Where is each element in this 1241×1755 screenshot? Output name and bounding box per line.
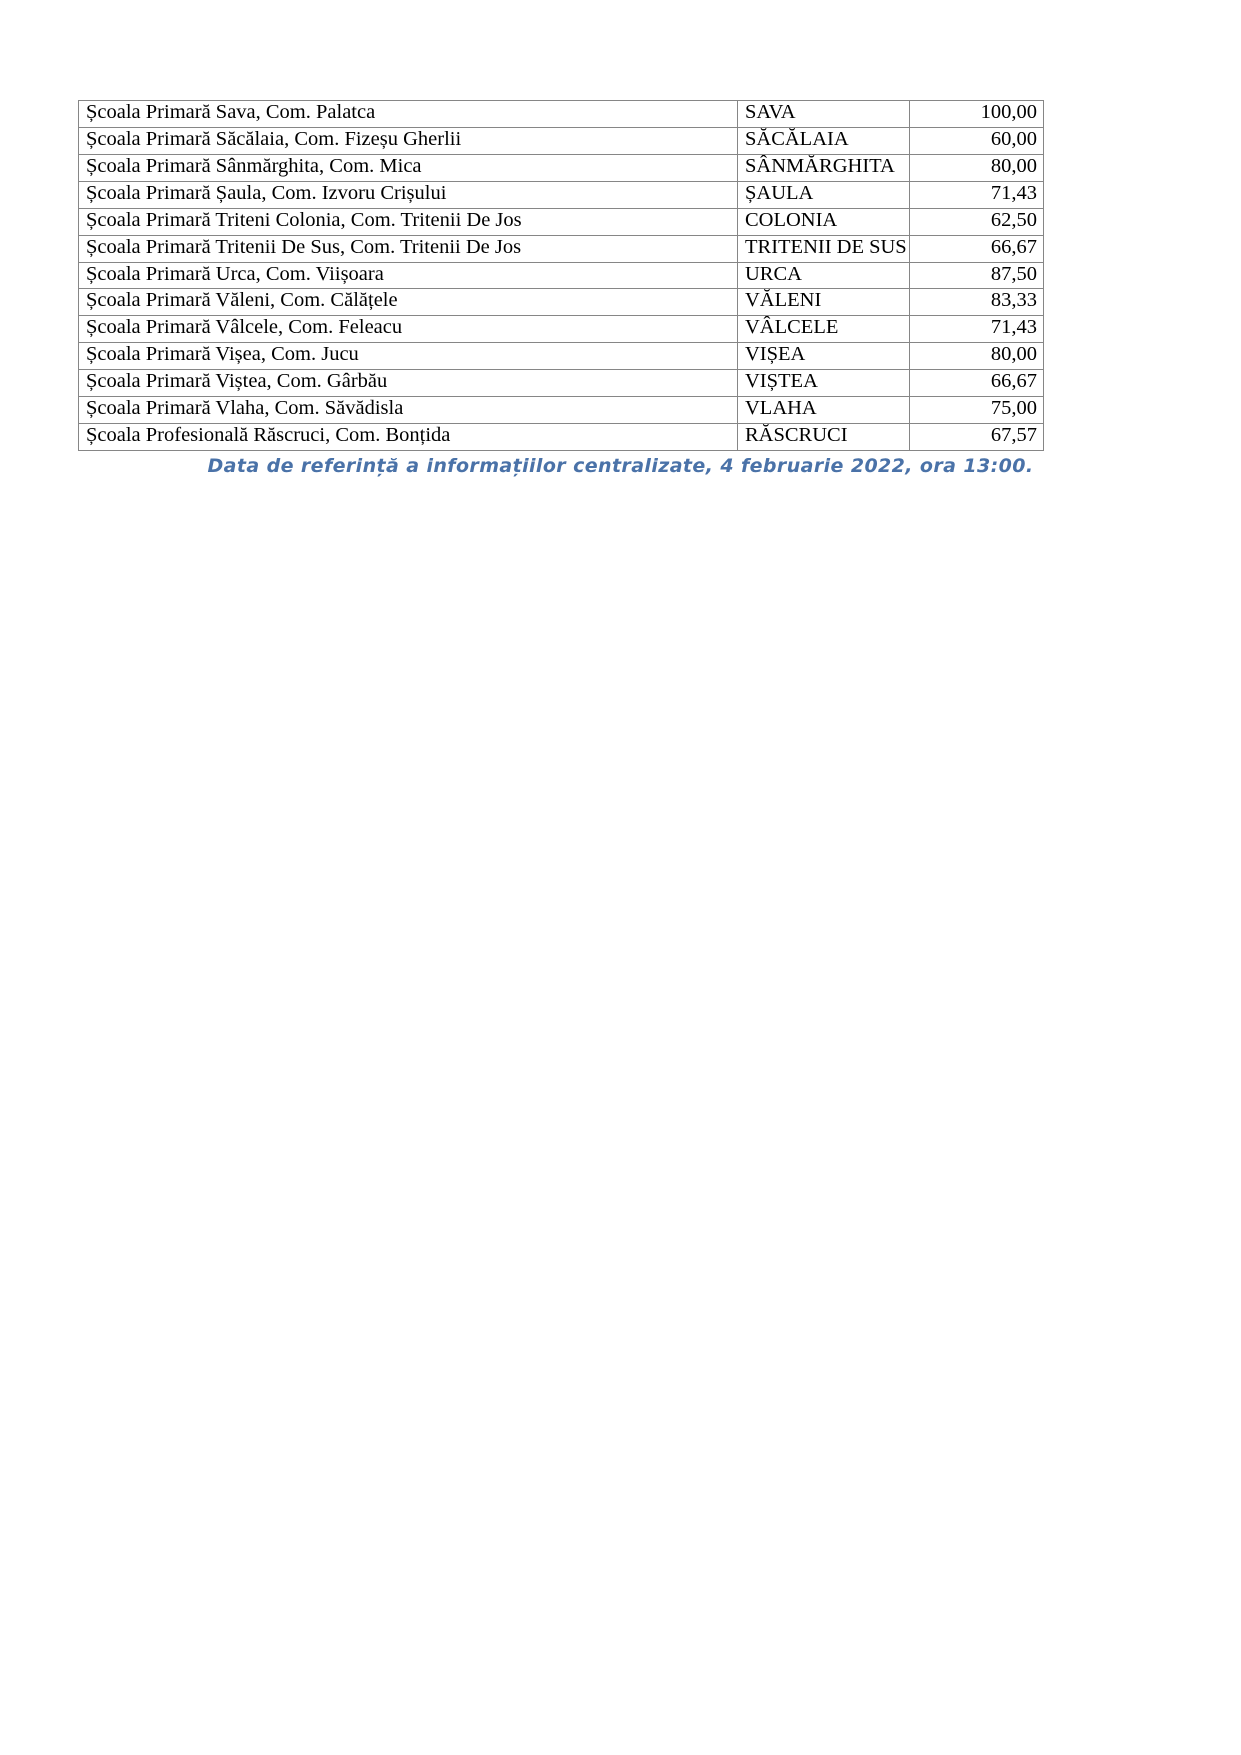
table-row bbox=[79, 208, 1044, 235]
locality-code-cell: COLONIA bbox=[738, 208, 910, 235]
school-name-cell: Școala Primară Șaula, Com. Izvoru Crișului bbox=[79, 181, 738, 208]
school-name-cell: Școala Primară Vâlcele, Com. Feleacu bbox=[79, 316, 738, 343]
school-name-cell: Școala Primară Sânmărghita, Com. Mica bbox=[79, 154, 738, 181]
percentage-cell: 83,33 bbox=[910, 289, 1044, 316]
table-row bbox=[79, 154, 1044, 181]
locality-code-cell: RĂSCRUCI bbox=[738, 424, 910, 451]
school-name-cell: Școala Primară Sava, Com. Palatca bbox=[79, 101, 738, 128]
percentage-cell: 67,57 bbox=[910, 424, 1044, 451]
table-row bbox=[79, 397, 1044, 424]
school-name-cell: Școala Primară Urca, Com. Viișoara bbox=[79, 262, 738, 289]
locality-code-cell: VLAHA bbox=[738, 397, 910, 424]
school-name-cell: Școala Primară Viștea, Com. Gârbău bbox=[79, 370, 738, 397]
schools-table bbox=[78, 100, 1044, 451]
percentage-cell: 62,50 bbox=[910, 208, 1044, 235]
table-row bbox=[79, 127, 1044, 154]
percentage-cell: 100,00 bbox=[910, 101, 1044, 128]
locality-code-cell: URCA bbox=[738, 262, 910, 289]
locality-code-cell: VIȘEA bbox=[738, 343, 910, 370]
locality-code-cell: SĂCĂLAIA bbox=[738, 127, 910, 154]
school-name-cell: Școala Primară Triteni Colonia, Com. Tritenii De Jos bbox=[79, 208, 738, 235]
table-row bbox=[79, 370, 1044, 397]
table-row bbox=[79, 316, 1044, 343]
locality-code-cell: VÂLCELE bbox=[738, 316, 910, 343]
school-name-cell: Școala Primară Văleni, Com. Călățele bbox=[79, 289, 738, 316]
percentage-cell: 60,00 bbox=[910, 127, 1044, 154]
table-row bbox=[79, 101, 1044, 128]
locality-code-cell: SAVA bbox=[738, 101, 910, 128]
locality-code-cell: SÂNMĂRGHITA bbox=[738, 154, 910, 181]
locality-code-cell: VIȘTEA bbox=[738, 370, 910, 397]
table-row bbox=[79, 343, 1044, 370]
percentage-cell: 71,43 bbox=[910, 181, 1044, 208]
percentage-cell: 75,00 bbox=[910, 397, 1044, 424]
locality-code-cell: TRITENII DE SUS bbox=[738, 235, 910, 262]
percentage-cell: 66,67 bbox=[910, 235, 1044, 262]
table-row bbox=[79, 424, 1044, 451]
percentage-cell: 87,50 bbox=[910, 262, 1044, 289]
table-row bbox=[79, 181, 1044, 208]
table-row bbox=[79, 262, 1044, 289]
locality-code-cell: VĂLENI bbox=[738, 289, 910, 316]
reference-date-caption: Data de referință a informațiilor centralizate, 4 februarie 2022, ora 13:00. bbox=[207, 455, 1034, 477]
school-name-cell: Școala Primară Tritenii De Sus, Com. Tritenii De Jos bbox=[79, 235, 738, 262]
table-row bbox=[79, 289, 1044, 316]
percentage-cell: 71,43 bbox=[910, 316, 1044, 343]
schools-table-container bbox=[78, 100, 1043, 451]
school-name-cell: Școala Profesională Răscruci, Com. Bonțida bbox=[79, 424, 738, 451]
locality-code-cell: ȘAULA bbox=[738, 181, 910, 208]
table-row bbox=[79, 235, 1044, 262]
school-name-cell: Școala Primară Vișea, Com. Jucu bbox=[79, 343, 738, 370]
school-name-cell: Școala Primară Vlaha, Com. Săvădisla bbox=[79, 397, 738, 424]
percentage-cell: 80,00 bbox=[910, 154, 1044, 181]
school-name-cell: Școala Primară Săcălaia, Com. Fizeșu Gherlii bbox=[79, 127, 738, 154]
percentage-cell: 80,00 bbox=[910, 343, 1044, 370]
percentage-cell: 66,67 bbox=[910, 370, 1044, 397]
schools-table-body bbox=[79, 101, 1044, 451]
